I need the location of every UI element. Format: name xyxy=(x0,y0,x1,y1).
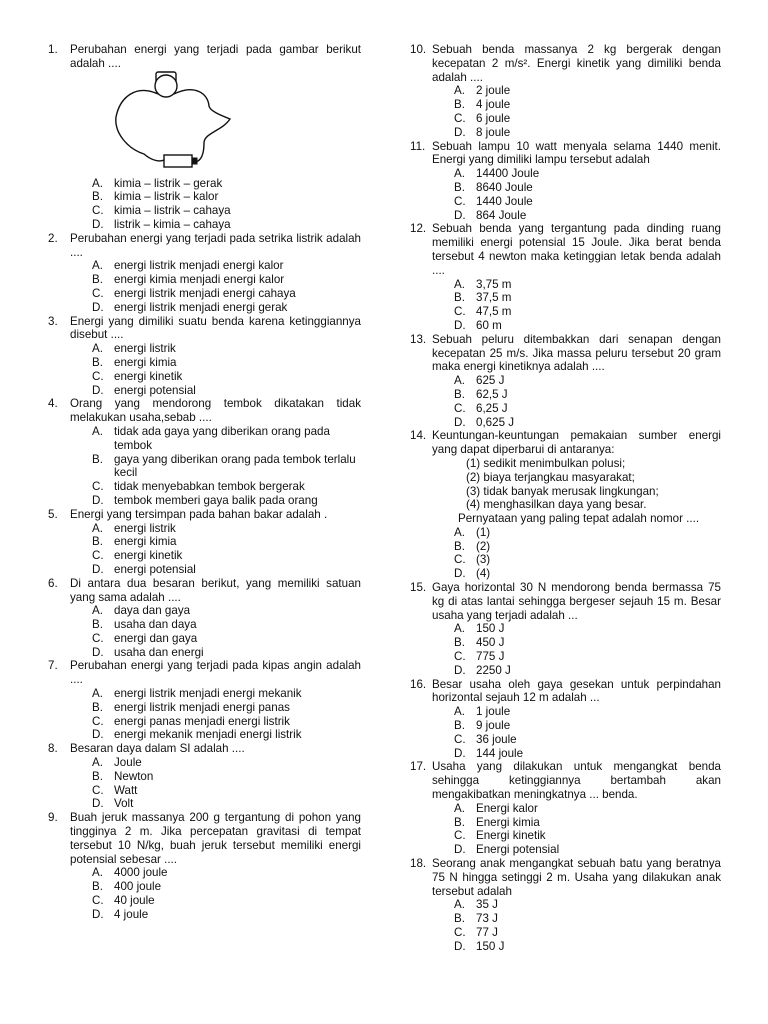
option-text: 2250 J xyxy=(476,663,511,677)
option-text: 8640 Joule xyxy=(476,180,533,194)
option-text: 40 joule xyxy=(114,894,155,908)
question-stem: Perubahan energi yang terjadi pada setrika listrik adalah .... xyxy=(70,231,361,259)
option-letter: B. xyxy=(454,719,465,733)
option-letter: D. xyxy=(92,562,104,576)
option-text: 4 joule xyxy=(114,907,149,921)
answer-option xyxy=(432,388,721,402)
option-text: 60 m xyxy=(476,318,502,332)
answer-option xyxy=(432,126,721,140)
question-stem: Di antara dua besaran berikut, yang memiliki satuan yang sama adalah .... xyxy=(70,576,361,604)
option-letter: B. xyxy=(454,291,465,305)
option-text: energi listrik xyxy=(114,342,176,356)
question-number: 14. xyxy=(410,429,427,443)
question-prompt: Pernyataan yang paling tepat adalah nomor .... xyxy=(458,512,700,526)
question-stem: Seorang anak mengangkat sebuah batu yang beratnya 75 N hingga setinggi 2 m. Usaha yang dilakukan anak tersebut adalah xyxy=(432,857,721,898)
option-letter: D. xyxy=(454,663,466,677)
answer-option xyxy=(70,259,361,273)
option-text: 625 J xyxy=(476,374,505,388)
answer-option xyxy=(70,453,361,481)
option-text: Energi kimia xyxy=(476,815,540,829)
option-text: 73 J xyxy=(476,912,498,926)
option-text: kimia – listrik – cahaya xyxy=(114,204,231,218)
option-letter: C. xyxy=(92,286,104,300)
option-text: energi dan gaya xyxy=(114,631,198,645)
option-letter: A. xyxy=(92,259,103,273)
option-letter: B. xyxy=(454,180,465,194)
question-stem: Keuntungan-keuntungan pemakaian sumber energi yang dapat diperbarui di antaranya: xyxy=(432,429,721,457)
option-letter: B. xyxy=(454,912,465,926)
question-item xyxy=(410,333,721,430)
answer-option xyxy=(432,733,721,747)
answer-option xyxy=(70,604,361,618)
option-letter: A. xyxy=(92,342,103,356)
option-letter: B. xyxy=(92,769,103,783)
option-letter: A. xyxy=(92,756,103,770)
option-letter: A. xyxy=(454,525,465,539)
option-letter: C. xyxy=(454,650,466,664)
option-text: Watt xyxy=(114,783,138,797)
question-number: 8. xyxy=(48,742,58,756)
question-number: 18. xyxy=(410,857,427,871)
option-letter: A. xyxy=(92,866,103,880)
question-number: 2. xyxy=(48,231,58,245)
question-item xyxy=(410,140,721,223)
option-text: usaha dan daya xyxy=(114,618,197,632)
wire-left xyxy=(116,90,164,160)
option-text: 1440 Joule xyxy=(476,194,533,208)
option-letter: A. xyxy=(454,898,465,912)
option-text: 144 joule xyxy=(476,746,524,760)
option-text: 6 joule xyxy=(476,111,511,125)
answer-option xyxy=(432,402,721,416)
answer-option xyxy=(432,719,721,733)
option-text: Energi kinetik xyxy=(476,829,546,843)
answer-option xyxy=(432,167,721,181)
question-item xyxy=(410,678,721,761)
option-text: 1 joule xyxy=(476,705,511,719)
option-text: (1) xyxy=(476,525,491,539)
answer-option xyxy=(70,273,361,287)
option-text: 14400 Joule xyxy=(476,167,540,181)
question-item xyxy=(48,232,361,315)
answer-option xyxy=(70,797,361,811)
question-item xyxy=(410,581,721,678)
question-item xyxy=(410,760,721,857)
answer-option xyxy=(432,112,721,126)
option-letter: B. xyxy=(454,636,465,650)
option-letter: B. xyxy=(92,880,103,894)
answer-option xyxy=(70,784,361,798)
answer-option xyxy=(70,425,361,453)
answer-option xyxy=(432,912,721,926)
question-item xyxy=(48,315,361,398)
answer-option xyxy=(432,278,721,292)
option-text: 37,5 m xyxy=(476,291,512,305)
option-text: gaya yang diberikan orang pada tembok terlalu kecil xyxy=(114,452,356,480)
answer-option xyxy=(432,926,721,940)
option-letter: D. xyxy=(92,300,104,314)
answer-option xyxy=(70,190,361,204)
question-item xyxy=(410,429,721,581)
answer-option xyxy=(70,356,361,370)
option-text: 150 J xyxy=(476,939,505,953)
answer-option xyxy=(70,218,361,232)
option-text: 47,5 m xyxy=(476,305,512,319)
option-text: 400 joule xyxy=(114,880,162,894)
question-stem: Perubahan energi yang terjadi pada kipas angin adalah .... xyxy=(70,659,361,687)
option-text: 0,625 J xyxy=(476,415,515,429)
question-item xyxy=(48,397,361,507)
question-number: 6. xyxy=(48,576,58,590)
option-text: energi listrik xyxy=(114,521,176,535)
answer-option xyxy=(70,866,361,880)
question-number: 17. xyxy=(410,760,427,774)
answer-option xyxy=(432,843,721,857)
question-stem: Energi yang tersimpan pada bahan bakar adalah . xyxy=(70,507,328,521)
option-text: 35 J xyxy=(476,898,498,912)
question-stem: Sebuah benda massanya 2 kg bergerak dengan kecepatan 2 m/s². Energi kinetik yang dimiliki benda adalah .... xyxy=(432,43,721,84)
question-stem: Buah jeruk massanya 200 g tergantung di pohon yang tingginya 2 m. Jika percepatan gravitasi di tempat tersebut 10 N/kg, buah jeruk tersebut memiliki energi potensial sebesar .... xyxy=(70,811,361,866)
option-letter: D. xyxy=(454,415,466,429)
wire-right xyxy=(174,89,230,161)
option-text: 2 joule xyxy=(476,84,511,98)
answer-option xyxy=(70,342,361,356)
option-letter: A. xyxy=(454,277,465,291)
question-stem: Sebuah benda yang tergantung pada dinding ruang memiliki energi potensial 15 Joule. Jika berat benda tersebut 4 newton maka ketinggian letak benda adalah .... xyxy=(432,222,721,277)
statement-item: (2) biaya terjangkau masyarakat; xyxy=(466,470,635,484)
option-letter: C. xyxy=(92,480,104,494)
question-number: 16. xyxy=(410,677,427,691)
option-letter: D. xyxy=(454,939,466,953)
option-text: 62,5 J xyxy=(476,387,508,401)
option-text: energi listrik menjadi energi cahaya xyxy=(114,286,296,300)
right-column xyxy=(410,43,721,954)
option-letter: C. xyxy=(92,631,104,645)
option-text: usaha dan energi xyxy=(114,645,204,659)
answer-option xyxy=(70,701,361,715)
question-item xyxy=(410,222,721,332)
answer-option xyxy=(70,370,361,384)
option-text: Joule xyxy=(114,756,142,770)
question-item xyxy=(410,857,721,954)
answer-option xyxy=(70,563,361,577)
option-letter: B. xyxy=(92,700,103,714)
answer-option xyxy=(70,632,361,646)
question-number: 5. xyxy=(48,507,58,521)
question-item xyxy=(410,43,721,140)
option-letter: C. xyxy=(92,549,104,563)
statement-item: (1) sedikit menimbulkan polusi; xyxy=(466,456,626,470)
option-letter: A. xyxy=(92,521,103,535)
answer-option xyxy=(70,494,361,508)
answer-option xyxy=(70,177,361,191)
question-stem: Gaya horizontal 30 N mendorong benda bermassa 75 kg di atas lantai sehingga bergeser sejauh 15 m. Besar usaha yang terjadi adalah ... xyxy=(432,581,721,622)
option-letter: D. xyxy=(454,567,466,581)
answer-option xyxy=(432,747,721,761)
option-letter: D. xyxy=(92,797,104,811)
option-text: energi kinetik xyxy=(114,369,183,383)
answer-option xyxy=(432,374,721,388)
answer-option xyxy=(432,526,721,540)
answer-option xyxy=(432,705,721,719)
option-text: energi mekanik menjadi energi listrik xyxy=(114,728,302,742)
question-stem: Sebuah peluru ditembakkan dari senapan dengan kecepatan 25 m/s. Jika massa peluru tersebut 20 gram maka energi kinetiknya adalah .... xyxy=(432,332,721,374)
question-number: 9. xyxy=(48,811,58,825)
answer-option xyxy=(432,98,721,112)
answer-option xyxy=(432,622,721,636)
option-letter: A. xyxy=(92,176,103,190)
option-letter: A. xyxy=(454,167,465,181)
answer-option xyxy=(70,522,361,536)
option-text: energi kinetik xyxy=(114,549,183,563)
option-letter: D. xyxy=(92,907,104,921)
option-letter: B. xyxy=(454,815,465,829)
option-letter: C. xyxy=(454,926,466,939)
option-text: energi listrik menjadi energi kalor xyxy=(114,259,284,273)
option-letter: C. xyxy=(92,714,104,728)
circuit-figure xyxy=(112,71,240,177)
option-letter: A. xyxy=(92,687,103,701)
option-letter: A. xyxy=(454,84,465,98)
option-letter: A. xyxy=(454,705,465,719)
option-letter: B. xyxy=(454,539,465,553)
option-text: kimia – listrik – gerak xyxy=(114,176,223,190)
option-text: 77 J xyxy=(476,926,498,939)
option-text: tidak ada gaya yang diberikan orang pada tembok xyxy=(114,424,330,452)
option-letter: D. xyxy=(454,746,466,760)
question-item xyxy=(48,508,361,577)
option-text: Energi potensial xyxy=(476,843,560,857)
question-item xyxy=(48,577,361,660)
option-letter: A. xyxy=(454,622,465,636)
answer-option xyxy=(70,535,361,549)
option-text: tembok memberi gaya balik pada orang xyxy=(114,493,318,507)
option-letter: C. xyxy=(454,829,466,843)
question-item xyxy=(48,742,361,811)
answer-option xyxy=(70,756,361,770)
answer-option xyxy=(432,567,721,581)
option-letter: D. xyxy=(92,217,104,231)
question-item xyxy=(48,659,361,742)
option-text: 9 joule xyxy=(476,719,511,733)
answer-option xyxy=(432,664,721,678)
option-letter: D. xyxy=(454,318,466,332)
question-number: 15. xyxy=(410,581,427,595)
answer-option xyxy=(432,416,721,430)
answer-option xyxy=(432,195,721,209)
question-number: 13. xyxy=(410,332,427,346)
statement-item: (3) tidak banyak merusak lingkungan; xyxy=(466,484,659,498)
option-letter: D. xyxy=(92,728,104,742)
answer-option xyxy=(70,549,361,563)
option-text: daya dan gaya xyxy=(114,604,191,618)
option-letter: B. xyxy=(92,190,103,204)
option-text: energi kimia xyxy=(114,535,177,549)
option-text: energi potensial xyxy=(114,383,196,397)
answer-option xyxy=(432,319,721,333)
option-text: 150 J xyxy=(476,622,505,636)
option-letter: C. xyxy=(92,369,104,383)
answer-option xyxy=(432,553,721,567)
option-letter: B. xyxy=(92,273,103,287)
answer-option xyxy=(432,650,721,664)
answer-option xyxy=(70,646,361,660)
option-letter: D. xyxy=(454,843,466,857)
question-item xyxy=(48,43,361,232)
answer-option xyxy=(70,770,361,784)
option-text: 450 J xyxy=(476,636,505,650)
option-text: 8 joule xyxy=(476,125,511,139)
option-text: energi listrik menjadi energi mekanik xyxy=(114,687,302,701)
answer-option xyxy=(70,687,361,701)
figure-container xyxy=(70,71,361,177)
answer-option xyxy=(432,305,721,319)
question-number: 3. xyxy=(48,314,58,328)
option-text: 36 joule xyxy=(476,732,517,746)
option-letter: B. xyxy=(92,452,103,466)
answer-option xyxy=(432,181,721,195)
answer-option xyxy=(432,84,721,98)
question-stem: Perubahan energi yang terjadi pada gambar berikut adalah .... xyxy=(70,43,361,70)
battery-terminal xyxy=(192,158,197,164)
option-text: 775 J xyxy=(476,650,505,664)
option-text: Newton xyxy=(114,769,154,783)
option-text: (4) xyxy=(476,567,491,581)
option-text: energi listrik menjadi energi panas xyxy=(114,700,290,714)
option-text: 864 Joule xyxy=(476,208,527,222)
answer-option xyxy=(70,384,361,398)
option-letter: C. xyxy=(454,732,466,746)
option-letter: D. xyxy=(454,208,466,222)
answer-option xyxy=(70,618,361,632)
option-letter: A. xyxy=(92,424,103,438)
question-stem: Orang yang mendorong tembok dikatakan tidak melakukan usaha,sebab .... xyxy=(70,397,361,425)
option-letter: B. xyxy=(454,98,465,112)
option-text: tidak menyebabkan tembok bergerak xyxy=(114,480,305,494)
answer-option xyxy=(70,480,361,494)
option-text: energi kimia xyxy=(114,355,177,369)
option-text: Volt xyxy=(114,797,134,811)
option-text: (3) xyxy=(476,553,491,567)
option-text: energi potensial xyxy=(114,562,196,576)
option-letter: C. xyxy=(454,401,466,415)
option-letter: B. xyxy=(92,618,103,632)
question-stem: Energi yang dimiliki suatu benda karena ketinggiannya disebut .... xyxy=(70,314,361,342)
question-stem: Besar usaha oleh gaya gesekan untuk perpindahan horizontal sejauh 12 m adalah ... xyxy=(432,677,721,705)
answer-option xyxy=(70,301,361,315)
option-letter: C. xyxy=(454,305,466,319)
question-number: 10. xyxy=(410,43,427,56)
option-text: 4 joule xyxy=(476,98,511,112)
question-stem: Sebuah lampu 10 watt menyala selama 1440 menit. Energi yang dimiliki lampu tersebut adalah xyxy=(432,139,721,167)
answer-option xyxy=(432,802,721,816)
option-text: kimia – listrik – kalor xyxy=(114,190,219,204)
left-column xyxy=(48,43,361,922)
answer-option xyxy=(70,728,361,742)
option-letter: D. xyxy=(454,125,466,139)
option-letter: C. xyxy=(454,553,466,567)
option-letter: C. xyxy=(92,783,104,797)
option-letter: B. xyxy=(454,387,465,401)
answer-option xyxy=(432,940,721,954)
answer-option xyxy=(70,908,361,922)
option-text: 6,25 J xyxy=(476,401,508,415)
option-text: Energi kalor xyxy=(476,801,538,815)
option-letter: B. xyxy=(92,535,103,549)
option-letter: B. xyxy=(92,355,103,369)
option-text: listrik – kimia – cahaya xyxy=(114,217,231,231)
option-letter: D. xyxy=(92,493,104,507)
option-text: energi listrik menjadi energi gerak xyxy=(114,300,288,314)
option-letter: A. xyxy=(454,374,465,388)
question-stem: Besaran daya dalam SI adalah .... xyxy=(70,742,245,756)
question-number: 11. xyxy=(410,139,426,153)
option-letter: A. xyxy=(92,604,103,618)
answer-option xyxy=(70,894,361,908)
answer-option xyxy=(432,898,721,912)
option-text: energi panas menjadi energi listrik xyxy=(114,714,290,728)
answer-option xyxy=(432,816,721,830)
answer-option xyxy=(432,829,721,843)
option-text: (2) xyxy=(476,539,491,553)
option-text: energi kimia menjadi energi kalor xyxy=(114,273,285,287)
answer-option xyxy=(70,715,361,729)
option-letter: D. xyxy=(92,383,104,397)
answer-option xyxy=(432,209,721,223)
answer-option xyxy=(70,287,361,301)
answer-option xyxy=(432,636,721,650)
bulb-icon xyxy=(155,75,177,97)
question-stem: Usaha yang dilakukan untuk mengangkat benda sehingga ketinggiannya bertambah akan mengakibatkan meningkatnya ... benda. xyxy=(432,760,721,802)
statement-item: (4) menghasilkan daya yang besar. xyxy=(466,498,647,512)
option-text: 4000 joule xyxy=(114,866,168,880)
option-letter: C. xyxy=(454,111,466,125)
question-item xyxy=(48,811,361,921)
answer-option xyxy=(432,291,721,305)
option-text: 3,75 m xyxy=(476,277,512,291)
option-letter: A. xyxy=(454,801,465,815)
battery-icon xyxy=(164,155,192,167)
option-letter: C. xyxy=(454,194,466,208)
question-number: 12. xyxy=(410,222,427,236)
question-number: 4. xyxy=(48,397,58,411)
option-letter: D. xyxy=(92,645,104,659)
option-letter: C. xyxy=(92,894,104,908)
answer-option xyxy=(432,540,721,554)
answer-option xyxy=(70,204,361,218)
question-number: 1. xyxy=(48,43,58,56)
option-letter: C. xyxy=(92,204,104,218)
answer-option xyxy=(70,880,361,894)
question-number: 7. xyxy=(48,659,58,673)
